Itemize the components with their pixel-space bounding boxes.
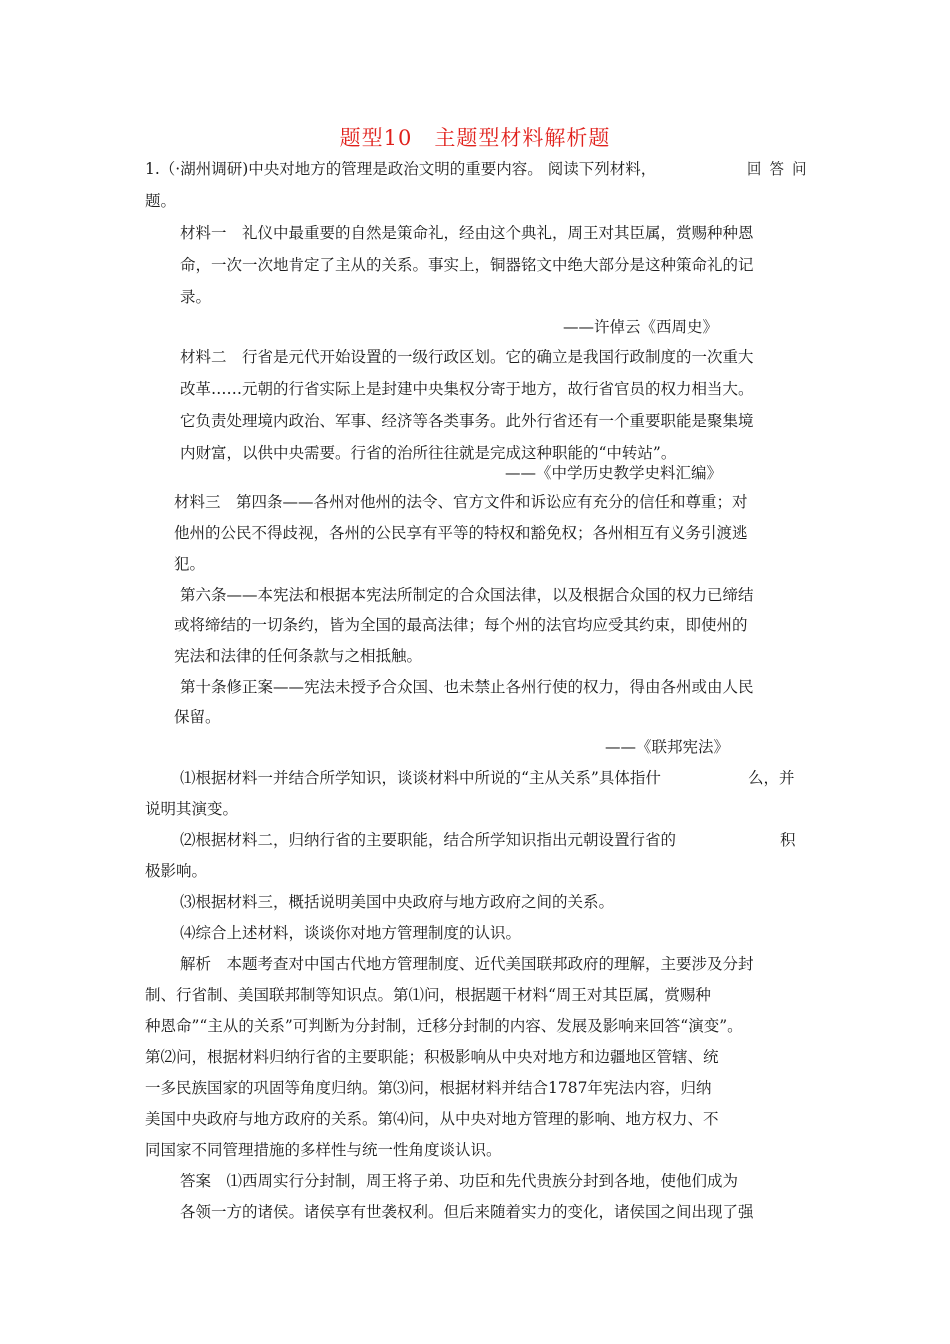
material-2-source: ——《中学历史教学史料汇编》 [505,464,723,482]
material-3-line: 或将缔结的一切条约，皆为全国的最高法律；每个州的法官均应受其约束，即使州的 [174,616,748,634]
material-3-line: 他州的公民不得歧视，各州的公民享有平等的特权和豁免权；各州相互有义务引渡逃 [174,524,748,542]
material-3-line: 第六条——本宪法和根据本宪法所制定的合众国法律，以及根据合众国的权力已缔结 [180,586,754,604]
question-intro-line: 回 答 问 [747,160,809,178]
material-3-line: 犯。 [174,555,206,573]
material-3-line: 保留。 [174,708,221,726]
analysis-line: 制、行省制、美国联邦制等知识点。第⑴问，根据题干材料“周王对其臣属，赏赐种 [145,986,711,1004]
question-1-line: ⑴根据材料一并结合所学知识，谈谈材料中所说的“主从关系”具体指什 [180,769,661,787]
answer-line: 各领一方的诸侯。诸侯享有世袭权利。但后来随着实力的变化，诸侯国之间出现了强 [180,1203,754,1221]
analysis-line: 一多民族国家的巩固等角度归纳。第⑶问，根据材料并结合1787年宪法内容，归纳 [145,1079,712,1097]
analysis-line: 美国中央政府与地方政府的关系。第⑷问，从中央对地方管理的影响、地方权力、不 [145,1110,719,1128]
material-1-line: 录。 [180,288,212,306]
analysis-line: 第⑵问，根据材料归纳行省的主要职能；积极影响从中央对地方和边疆地区管辖、统 [145,1048,719,1066]
question-intro-line: 题。 [145,192,177,210]
material-2-line: 内财富，以供中央需要。行省的治所往往就是完成这种职能的“中转站”。 [180,444,677,462]
material-2-line: 改革……元朝的行省实际上是封建中央集权分寄于地方，故行省官员的权力相当大。 [180,380,754,398]
material-3-line: 宪法和法律的任何条款与之相抵触。 [174,647,423,665]
question-3-line: ⑶根据材料三，概括说明美国中央政府与地方政府之间的关系。 [180,893,615,911]
page-title: 题型10 主题型材料解析题 [339,126,611,150]
question-1-line: 说明其演变。 [145,800,239,818]
analysis-line: 解析 本题考查对中国古代地方管理制度、近代美国联邦政府的理解，主要涉及分封 [180,955,754,973]
material-1-line: 命，一次一次地肯定了主从的关系。事实上，铜器铭文中绝大部分是这种策命礼的记 [180,256,754,274]
material-1-source: ——许倬云《西周史》 [563,318,719,336]
question-2-line: 积 [780,831,796,849]
question-2-line: 极影响。 [145,862,208,880]
question-intro-line: 1.（·湖州调研)中央对地方的管理是政治文明的重要内容。 阅读下列材料， [145,160,657,178]
material-2-line: 材料二 行省是元代开始设置的一级行政区划。它的确立是我国行政制度的一次重大 [180,348,754,366]
material-1-line: 材料一 礼仪中最重要的自然是策命礼，经由这个典礼，周王对其臣属，赏赐种种恩 [180,224,754,242]
question-2-line: ⑵根据材料二，归纳行省的主要职能，结合所学知识指出元朝设置行省的 [180,831,677,849]
material-2-line: 它负责处理境内政治、军事、经济等各类事务。此外行省还有一个重要职能是聚集境 [180,412,754,430]
question-1-line: 么，并 [748,769,795,787]
question-4-line: ⑷综合上述材料，谈谈你对地方管理制度的认识。 [180,924,522,942]
material-3-line: 第十条修正案——宪法未授予合众国、也未禁止各州行使的权力，得由各州或由人民 [180,678,754,696]
answer-line: 答案 ⑴西周实行分封制，周王将子弟、功臣和先代贵族分封到各地，使他们成为 [180,1172,739,1190]
analysis-line: 同国家不同管理措施的多样性与统一性角度谈认识。 [145,1141,502,1159]
material-3-source: ——《联邦宪法》 [605,738,730,756]
analysis-line: 种恩命”“主从的关系”可判断为分封制，迁移分封制的内容、发展及影响来回答“演变”。 [145,1017,743,1035]
material-3-line: 材料三 第四条——各州对他州的法令、官方文件和诉讼应有充分的信任和尊重；对 [174,493,748,511]
